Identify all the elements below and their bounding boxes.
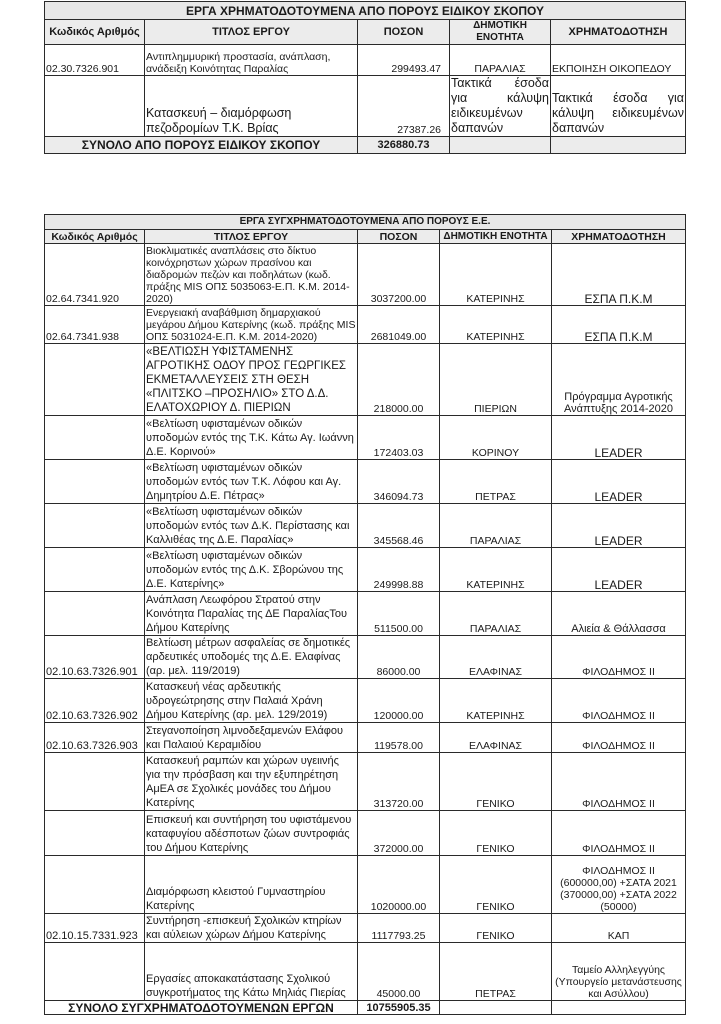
title-cell: «Βελτίωση υφισταμένων οδικών υποδομών εντός της Τ.Κ. Κάτω Αγ. Ιωάννη Δ.Ε. Κορινού» <box>145 416 358 460</box>
title-cell: «ΒΕΛΤΙΩΣΗ ΥΦΙΣΤΑΜΕΝΗΣ ΑΓΡΟΤΙΚΗΣ ΟΔΟΥ ΠΡΟΣ ΓΕΩΡΓΙΚΕΣ ΕΚΜΕΤΑΛΛΕΥΣΕΙΣ ΣΤΗ ΘΕΣΗ «ΠΛΙΤΣΚΟ –ΠΡΟΣΗΛΙΟ» ΣΤΟ Δ.Δ. ΕΛΑΤΟΧΩΡΙΟΥ Δ. ΠΙΕΡΙΩΝ <box>145 344 358 416</box>
header-funding: ΧΡΗΜΑΤΟΔΟΤΗΣΗ <box>552 230 686 244</box>
amount-cell: 345568.46 <box>358 504 440 548</box>
header-funding: ΧΡΗΜΑΤΟΔΟΤΗΣΗ <box>551 20 686 45</box>
table-row <box>45 811 686 856</box>
funding-cell: LEADER <box>552 504 686 548</box>
funding-cell: ΚΑΠ <box>552 914 686 943</box>
code-cell: 02.10.15.7331.923 <box>45 914 145 943</box>
unit-cell: ΕΛΑΦΙΝΑΣ <box>440 636 552 679</box>
unit-cell: ΠΕΤΡΑΣ <box>440 943 552 1001</box>
title-cell: Στεγανοποίηση λιμνοδεξαμενών Ελάφου και Παλαιού Κεραμιδίου <box>145 723 358 753</box>
amount-cell: 511500.00 <box>358 592 440 636</box>
total-blank <box>551 137 686 154</box>
unit-cell: ΓΕΝΙΚΟ <box>440 753 552 811</box>
code-cell <box>45 548 145 592</box>
amount-cell: 249998.88 <box>358 548 440 592</box>
code-cell <box>45 344 145 416</box>
title-cell: Κατασκευή ραμπών και χώρων υγειινής για την πρόσβαση και την εξυπηρέτηση ΑμΕΑ σε Σχολικές μονάδες του Δήμου Κατερίνης <box>145 753 358 811</box>
code-cell <box>45 753 145 811</box>
funding-cell: ΦΙΛΟΔΗΜΟΣ ΙΙ <box>552 636 686 679</box>
table-row <box>45 943 686 1001</box>
title-cell: «Βελτίωση υφισταμένων οδικών υποδομών εντός των Τ.Κ. Λόφου και Αγ. Δημητρίου Δ.Ε. Πέτρας» <box>145 460 358 504</box>
title-cell: «Βελτίωση υφισταμένων οδικών υποδομών εντός των Δ.Κ. Περίστασης και Καλλιθέας της Δ.Ε. Παραλίας» <box>145 504 358 548</box>
table-row <box>45 592 686 636</box>
code-cell: 02.64.7341.938 <box>45 306 145 344</box>
unit-cell: ΚΑΤΕΡΙΝΗΣ <box>440 244 552 306</box>
unit-cell: ΚΑΤΕΡΙΝΗΣ <box>440 679 552 723</box>
funding-cell: ΦΙΛΟΔΗΜΟΣ ΙΙ (600000,00) +ΣΑΤΑ 2021 (370000,00) +ΣΑΤΑ 2022 (50000) <box>552 856 686 914</box>
funding-cell: LEADER <box>552 548 686 592</box>
code-cell <box>45 856 145 914</box>
funding-cell: ΕΣΠΑ Π.Κ.Μ <box>552 306 686 344</box>
code-cell: 02.10.63.7326.903 <box>45 723 145 753</box>
unit-cell: ΓΕΝΙΚΟ <box>440 856 552 914</box>
unit-cell: ΚΑΤΕΡΙΝΗΣ <box>440 548 552 592</box>
code-cell: 02.64.7341.920 <box>45 244 145 306</box>
funding-cell: Ταμείο Αλληλεγγύης (Υπουργείο μετανάστευσης και Ασύλλου) <box>552 943 686 1001</box>
unit-cell: Τακτικά έσοδα για κάλυψη ειδικευμένων δαπανών <box>451 76 549 135</box>
funding-cell: ΦΙΛΟΔΗΜΟΣ ΙΙ <box>552 679 686 723</box>
amount-cell: 27387.26 <box>358 76 450 137</box>
title-cell: Διαμόρφωση κλειστού Γυμναστηρίου Κατερίνης <box>145 856 358 914</box>
funding-cell: ΕΣΠΑ Π.Κ.Μ <box>552 244 686 306</box>
total-blank <box>450 137 551 154</box>
header-title: ΤΙΤΛΟΣ ΕΡΓΟΥ <box>145 20 358 45</box>
unit-cell: ΠΕΤΡΑΣ <box>440 460 552 504</box>
header-title: ΤΙΤΛΟΣ ΕΡΓΟΥ <box>145 230 358 244</box>
amount-cell: 119578.00 <box>358 723 440 753</box>
total-amount: 10755905.35 <box>358 1001 440 1015</box>
amount-cell: 1117793.25 <box>358 914 440 943</box>
code-cell <box>45 416 145 460</box>
code-cell <box>45 811 145 856</box>
table-row <box>45 45 686 76</box>
code-cell <box>45 504 145 548</box>
header-unit: ΔΗΜΟΤΙΚΗ ΕΝΟΤΗΤΑ <box>450 20 551 45</box>
amount-cell: 1020000.00 <box>358 856 440 914</box>
code-cell: 02.10.63.7326.902 <box>45 679 145 723</box>
amount-cell: 299493.47 <box>358 45 450 76</box>
special-purpose-projects-table <box>44 1 686 154</box>
amount-cell: 3037200.00 <box>358 244 440 306</box>
table-row <box>45 548 686 592</box>
title-cell: Ανάπλαση Λεωφόρου Στρατού στην Κοινότητα Παραλίας της ΔΕ ΠαραλίαςΤου Δήμου Κατερίνης <box>145 592 358 636</box>
amount-cell: 218000.00 <box>358 344 440 416</box>
table-row <box>45 504 686 548</box>
title-cell: Αντιπλημμυρική προστασία, ανάπλαση, ανάδειξη Κοινότητας Παραλίας <box>145 45 358 76</box>
header-amount: ΠΟΣΟΝ <box>358 230 440 244</box>
table-row <box>45 856 686 914</box>
title-cell: Συντήρηση -επισκευή Σχολικών κτηρίων και αύλειων χώρων Δήμου Κατερίνης <box>145 914 358 943</box>
header-code: Κωδικός Αριθμός <box>45 230 145 244</box>
table-row <box>45 723 686 753</box>
funding-cell: Τακτικά έσοδα για κάλυψη ειδικευμένων δαπανών <box>551 76 686 137</box>
unit-cell: ΕΛΑΦΙΝΑΣ <box>440 723 552 753</box>
code-cell: 02.30.7326.901 <box>45 45 145 76</box>
funding-cell: Πρόγραμμα Αγροτικής Ανάπτυξης 2014-2020 <box>552 344 686 416</box>
amount-cell: 45000.00 <box>358 943 440 1001</box>
total-row <box>45 1001 686 1015</box>
unit-cell: ΓΕΝΙΚΟ <box>440 914 552 943</box>
code-cell <box>45 460 145 504</box>
table-title: ΕΡΓΑ ΣΥΓΧΡΗΜΑΤΟΔΟΤΟΥΜΕΝΑ ΑΠΟ ΠΟΡΟΥΣ Ε.Ε. <box>45 215 686 230</box>
table-row <box>45 416 686 460</box>
funding-cell: ΦΙΛΟΔΗΜΟΣ ΙΙ <box>552 723 686 753</box>
title-cell: Ενεργειακή αναβάθμιση δημαρχιακού μεγάρου Δήμου Κατερίνης (κωδ. πράξης MIS ΟΠΣ 5031024-Ε.Π. Κ.Μ. 2014-2020) <box>145 306 358 344</box>
amount-cell: 346094.73 <box>358 460 440 504</box>
title-cell: Επισκευή και συντήρηση του υφιστάμενου καταφυγίου αδέσποτων ζώων συντροφιάς του Δήμου Κατερίνης <box>145 811 358 856</box>
table-row <box>45 344 686 416</box>
amount-cell: 86000.00 <box>358 636 440 679</box>
table-row <box>45 636 686 679</box>
amount-cell: 372000.00 <box>358 811 440 856</box>
amount-cell: 313720.00 <box>358 753 440 811</box>
funding-cell: ΕΚΠΟΙΗΣΗ ΟΙΚΟΠΕΔΟΥ <box>551 45 686 76</box>
total-row <box>45 137 686 154</box>
table-row <box>45 460 686 504</box>
unit-cell: ΠΑΡΑΛΙΑΣ <box>440 592 552 636</box>
table-row <box>45 76 686 137</box>
header-unit: ΔΗΜΟΤΙΚΗ ΕΝΟΤΗΤΑ <box>440 230 552 244</box>
table-row <box>45 679 686 723</box>
unit-cell: ΠΑΡΑΛΙΑΣ <box>440 504 552 548</box>
code-cell <box>45 592 145 636</box>
title-cell: «Βελτίωση υφισταμένων οδικών υποδομών εντός της Δ.Κ. Σβορώνου της Δ.Ε. Κατερίνης» <box>145 548 358 592</box>
total-label: ΣΥΝΟΛΟ ΣΥΓΧΡΗΜΑΤΟΔΟΤΟΥΜΕΝΩΝ ΕΡΓΩΝ <box>45 1001 358 1015</box>
funding-cell: LEADER <box>552 416 686 460</box>
total-label: ΣΥΝΟΛΟ ΑΠΟ ΠΟΡΟΥΣ ΕΙΔΙΚΟΥ ΣΚΟΠΟΥ <box>45 137 358 154</box>
unit-cell: ΠΑΡΑΛΙΑΣ <box>450 45 551 76</box>
total-blank <box>440 1001 552 1015</box>
amount-cell: 120000.00 <box>358 679 440 723</box>
table-row <box>45 306 686 344</box>
table-row <box>45 914 686 943</box>
unit-cell: ΚΟΡΙΝΟΥ <box>440 416 552 460</box>
total-blank <box>552 1001 686 1015</box>
funding-cell: ΦΙΛΟΔΗΜΟΣ ΙΙ <box>552 753 686 811</box>
unit-cell: ΓΕΝΙΚΟ <box>440 811 552 856</box>
amount-cell: 172403.03 <box>358 416 440 460</box>
funding-cell: LEADER <box>552 460 686 504</box>
funding-cell: Αλιεία & Θάλλασσα <box>552 592 686 636</box>
title-cell: Κατασκευή νέας αρδευτικής υδρογεώτρησης στην Παλαιά Χράνη Δήμου Κατερίνης (αρ. μελ. 129/2019) <box>145 679 358 723</box>
title-cell: Βιοκλιματικές αναπλάσεις στο δίκτυο κοινόχρηστων χώρων πρασίνου και διαδρομών πεζών και ποδηλάτων (κωδ. πράξης MIS ΟΠΣ 5035063-Ε.Π. Κ.Μ. 2014-2020) <box>145 244 358 306</box>
funding-cell: ΦΙΛΟΔΗΜΟΣ ΙΙ <box>552 811 686 856</box>
title-cell: Βελτίωση μέτρων ασφαλείας σε δημοτικές αρδευτικές υποδομές της Δ.Ε. Ελαφίνας (αρ. μελ. 119/2019) <box>145 636 358 679</box>
eu-cofunded-projects-table <box>44 214 686 1015</box>
title-cell: Κατασκευή – διαμόρφωση πεζοδρομίων Τ.Κ. Βρίας <box>145 76 358 137</box>
header-amount: ΠΟΣΟΝ <box>358 20 450 45</box>
header-code: Κωδικός Αριθμός <box>45 20 145 45</box>
code-cell <box>45 943 145 1001</box>
table-row <box>45 244 686 306</box>
table-title: ΕΡΓΑ ΧΡΗΜΑΤΟΔΟΤΟΥΜΕΝΑ ΑΠΟ ΠΟΡΟΥΣ ΕΙΔΙΚΟΥ ΣΚΟΠΟΥ <box>45 2 686 20</box>
code-cell <box>45 76 145 137</box>
code-cell: 02.10.63.7326.901 <box>45 636 145 679</box>
unit-cell: ΠΙΕΡΙΩΝ <box>440 344 552 416</box>
title-cell: Εργασίες αποκακατάστασης Σχολικού συγκροτήματος της Κάτω Μηλιάς Πιερίας <box>145 943 358 1001</box>
total-amount: 326880.73 <box>358 137 450 154</box>
table-row <box>45 753 686 811</box>
unit-cell: ΚΑΤΕΡΙΝΗΣ <box>440 306 552 344</box>
amount-cell: 2681049.00 <box>358 306 440 344</box>
